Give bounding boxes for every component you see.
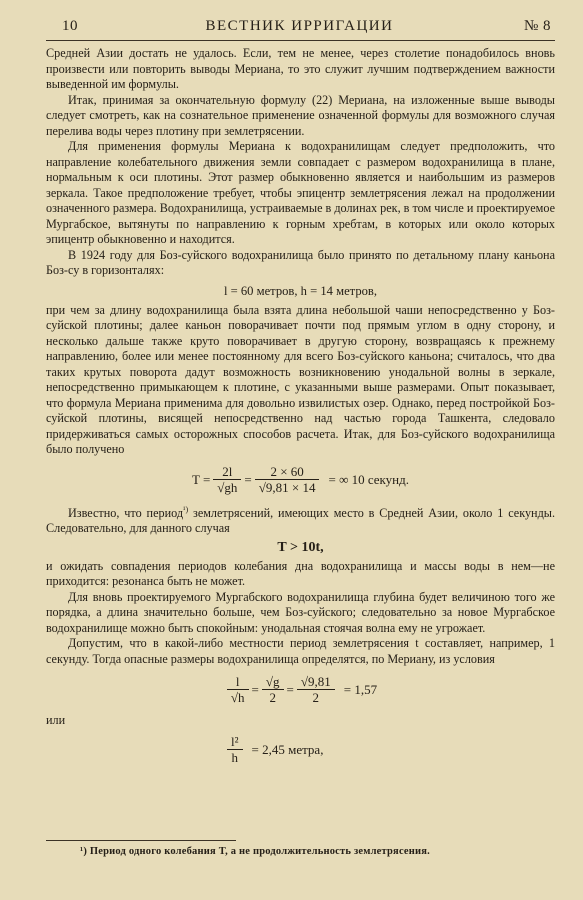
paragraph-3: Для применения формулы Мериана к водохранилищам следует предположить, что направление колебательного движения земли совпадает с размером водохранилища в плане, нормальным к оси плотины. Этот размер обыкновенно является и наибольшим из размеров зеркала. Такое предположение требует, чтобы эпицентр землетрясения лежал на продолжении означенного размера. Водохранилища, устраиваемые в долинах рек, в том числе и проектируемое Мургабское, вытянуты по направлению к горным хребтам, в которых или около которых эпицентр обыкновенно и находится. — [46, 139, 555, 246]
paragraph-8: Для вновь проектируемого Мургабского водохранилища глубина будет величиною того же порядка, а длина значительно больше, чем Боз-суйского; следовательно за новое Мургабское водохранилище можно быть спокойным: унодальная стоячая волна ему не угрожает. — [46, 589, 555, 635]
fraction-denominator: 2 — [269, 690, 276, 706]
journal-title: ВЕСТНИК ИРРИГАЦИИ — [205, 18, 394, 34]
fraction-sqrt-981-2 — [297, 675, 335, 705]
paragraph-9: Допустим, что в какой-либо местности период землетрясения t составляет, например, 1 секунду. Тогда опасные размеры водохранилища определятся, по Мериану, из условия — [46, 636, 555, 666]
paragraph-1: Средней Азии достать не удалось. Если, тем не менее, через столетие понадобилось вновь произвести или повторить выводы Мериана, то это служит лучшим подтверждением важности выведенной им формулы. — [46, 46, 555, 91]
formula-dimensions: l = 60 метров, h = 14 метров, — [223, 283, 378, 298]
fraction-denominator: √h — [230, 690, 245, 706]
fraction-denominator: √gh — [217, 479, 238, 495]
or-word: или — [46, 713, 66, 728]
page-number: 10 — [62, 18, 78, 34]
formula-equals: = — [244, 471, 252, 487]
fraction-numeric — [255, 465, 320, 495]
footnote-text: Период одного колебания T, а не продолжительность землетрясения. — [89, 846, 430, 857]
paragraph-7: и ожидать совпадения периодов колебания дна водохранилища и массы воды в нем—не приходится: резонанса быть не может. — [46, 558, 555, 589]
fraction-denominator: 2 — [312, 690, 320, 706]
fraction-numerator: 2l — [213, 465, 241, 480]
formula-equals: = — [286, 682, 294, 698]
formula-T-result: = ∞ 10 секунд. — [328, 471, 409, 487]
formula-T-lhs: T = — [191, 471, 211, 487]
fraction-numerator: 2 × 60 — [255, 465, 320, 480]
formula-l2 — [46, 729, 555, 771]
page-header — [46, 16, 553, 40]
footnote-marker: ¹) — [80, 846, 88, 857]
footnote-rule — [46, 840, 236, 841]
formula-T-compare: T > 10t, — [277, 539, 324, 555]
fraction-numerator: l² — [227, 735, 243, 750]
paragraph-5: при чем за длину водохранилища была взята длина небольшой чаши непосредственно у Боз-суйской плотины; далее каньон поворачивает почти под прямым углом в одну сторону, и несколько дальше также круто поворачивает в другую сторону, возвращаясь к прежнему направлению, более или менее постоянному для всего Боз-суйского каньона; считалось, что два таких крутых поворота дадут возможность возникновению унодальной волны в зеркале, непосредственно примыкающем к плотине, с указанными выше размерами. Опыт показывает, что формула Мериана применима для довольно извилистых озер. Однако, перед постройкой Боз-суйской плотины, висящей непосредственно над частью города Ташкента, следовало придерживаться самых осторожных способов расчета. Итак, для Боз-суйского водохранилища было получено — [46, 302, 555, 456]
fraction-numerator: √g — [262, 675, 284, 690]
paragraph-6-start: Известно, что период — [68, 505, 184, 520]
footnote-marker: ¹) — [183, 504, 189, 514]
fraction-denominator: √9,81 × 14 — [258, 479, 316, 495]
footnote — [80, 846, 555, 857]
fraction-sqrt-g-2 — [262, 675, 284, 705]
formula-l2-result: = 2,45 метра, — [251, 741, 324, 757]
fraction-l-sqrt-h — [227, 675, 249, 705]
header-rule — [46, 40, 555, 41]
fraction-denominator: h — [231, 749, 238, 765]
formula-ratio — [46, 667, 555, 713]
paragraph-2: Итак, принимая за окончательную формулу (22) Мериана, на изложенные выше выводы следует смотреть, как на сознательное применение означенной формулы для возможного случая перелива воды через плотину при землетрясении. — [46, 92, 555, 138]
formula-ratio-result: = 1,57 — [343, 682, 378, 698]
fraction-2l-sqrt-gh — [213, 465, 241, 495]
paragraph-6 — [46, 502, 555, 537]
formula-period — [46, 458, 555, 502]
fraction-numerator: l — [227, 675, 249, 690]
article-body — [46, 46, 555, 771]
paragraph-6-end: землетрясений, имеющих место в Средней Азии, около 1 секунды. Следовательно, для данного случая — [46, 505, 556, 536]
issue-number: № 8 — [523, 18, 551, 34]
fraction-numerator: √9,81 — [297, 675, 335, 690]
formula-equals: = — [251, 682, 259, 698]
paragraph-4: В 1924 году для Боз-суйского водохранилища было принято по детальному плану каньона Боз-су в горизонталях: — [46, 247, 555, 277]
fraction-l2-h — [227, 735, 243, 765]
